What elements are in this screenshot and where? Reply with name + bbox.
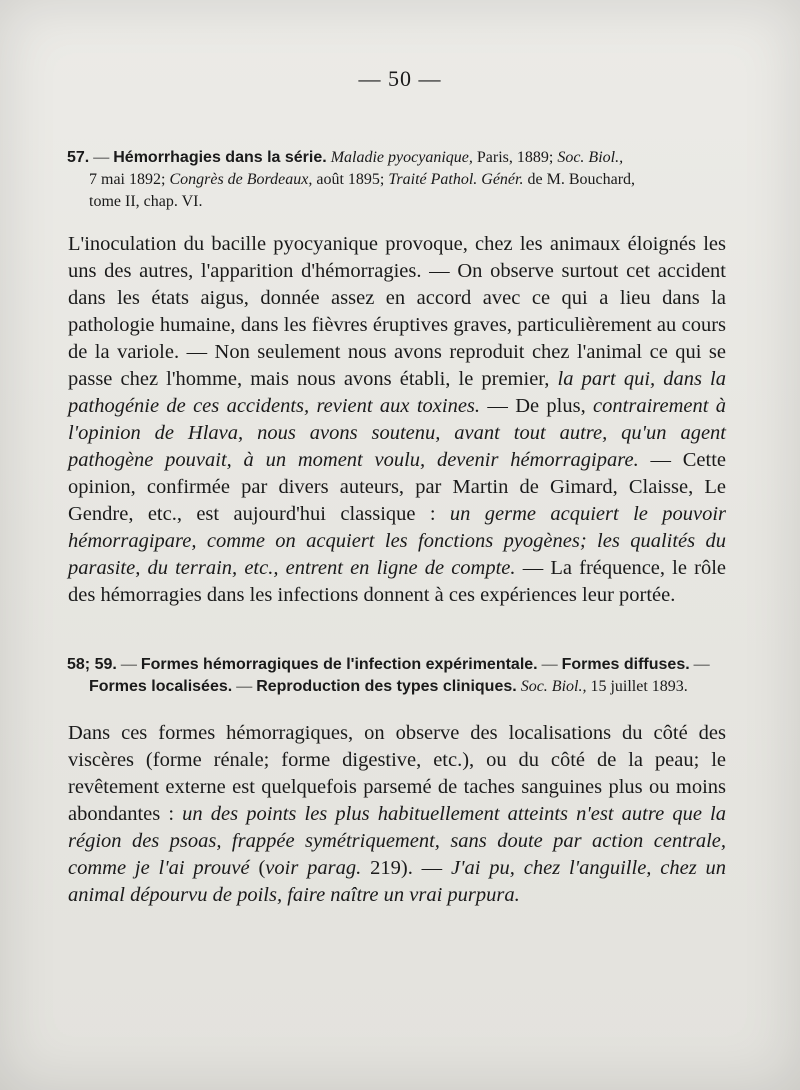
reference-text: 7 mai 1892; [89, 171, 170, 188]
entry-dash: — [116, 656, 141, 673]
entry-title: Hémorrhagies dans la série. [113, 149, 327, 166]
entry-dash: — [537, 656, 562, 673]
entry-title: Formes localisées. [89, 678, 233, 695]
paragraph-text: — Cette opinion, confirmée par divers auteurs, par Martin de Gimard, Claisse, Le Gendre, etc., est aujourd'hui classique : [68, 449, 727, 525]
reference-text: tome II, chap. VI. [89, 193, 203, 210]
paragraph-text: — La fréquence, le rôle des hémorragies dans les infections donnent à ces expériences leur portée. [68, 557, 726, 606]
paragraph-italic: un des points les plus habituellement atteints n'est autre que la région des psoas, frappée symétriquement, sans doute par action centrale, comme je l'ai prouvé [68, 803, 726, 879]
reference-text: 15 juillet 1893. [586, 678, 688, 695]
reference-italic: Soc. Biol., [516, 678, 587, 695]
entry-number: 57. [67, 149, 90, 166]
reference-italic: Soc. Biol., [557, 149, 624, 166]
paragraph-italic: J'ai pu, chez l'anguille, chez un animal dépourvu de poils, faire naître un vrai purpura. [68, 857, 727, 906]
entry-title: Formes hémorragiques de l'infection expérimentale. [140, 656, 538, 673]
paragraph-italic: un germe acquiert le pouvoir hémorragipare, comme on acquiert les fonctions pyogènes; les qualités du parasite, du terrain, etc., entrent en ligne de compte. [68, 503, 726, 579]
entry-58-59-heading [67, 654, 732, 698]
entry-57-paragraph [68, 231, 726, 609]
paragraph-text: ( [249, 857, 266, 879]
reference-text: août 1895; [312, 171, 389, 188]
entry-heading-continuation [67, 676, 732, 698]
reference-text: Paris, 1889; [472, 149, 558, 166]
page-number: — 50 — [358, 66, 442, 91]
paragraph-text: — De plus, [480, 395, 594, 417]
reference-italic: Congrès de Bordeaux, [169, 171, 313, 188]
paragraph-italic: voir parag. [265, 857, 362, 879]
paragraph-text: 219). — [361, 857, 452, 879]
entry-dash: — [689, 656, 710, 673]
entry-number: 58; 59. [67, 656, 117, 673]
entry-58-59-paragraph [68, 720, 726, 909]
entry-title: Reproduction des types cliniques. [256, 678, 517, 695]
entry-dash: — [89, 149, 114, 166]
reference-italic: Traité Pathol. Génér. [388, 171, 524, 188]
reference-italic: Maladie pyocyanique, [330, 149, 473, 166]
entry-heading-continuation [67, 169, 732, 213]
entry-57-heading [67, 147, 732, 213]
reference-text: de M. Bouchard, [523, 171, 636, 188]
entry-dash: — [232, 678, 257, 695]
paragraph-text: Dans ces formes hémorragiques, on observe des localisations du côté des viscères (forme rénale; forme digestive, etc.), ou du côté de la peau; le revêtement externe est quelquefois parsemé de taches sanguines plus ou moins abondantes : [68, 722, 726, 825]
paragraph-italic: la part qui, dans la pathogénie de ces accidents, revient aux toxines. [68, 368, 726, 417]
paragraph-italic: contrairement à l'opinion de Hlava, nous avons soutenu, avant tout autre, qu'un agent pathogène pouvait, à un moment voulu, devenir hémorragipare. [68, 395, 727, 471]
entry-title: Formes diffuses. [561, 656, 690, 673]
paragraph-text: L'inoculation du bacille pyocyanique provoque, chez les animaux éloignés les uns des autres, l'apparition d'hémorragies. — On observe surtout cet accident dans les états aigus, donnée assez en accord avec ce qui a lieu dans la pathologie humaine, dans les fièvres éruptives graves, particulièrement au cours de la variole. — Non seulement nous avons reproduit chez l'animal ce qui se passe chez l'homme, mais nous avons établi, le premier, [68, 233, 726, 390]
